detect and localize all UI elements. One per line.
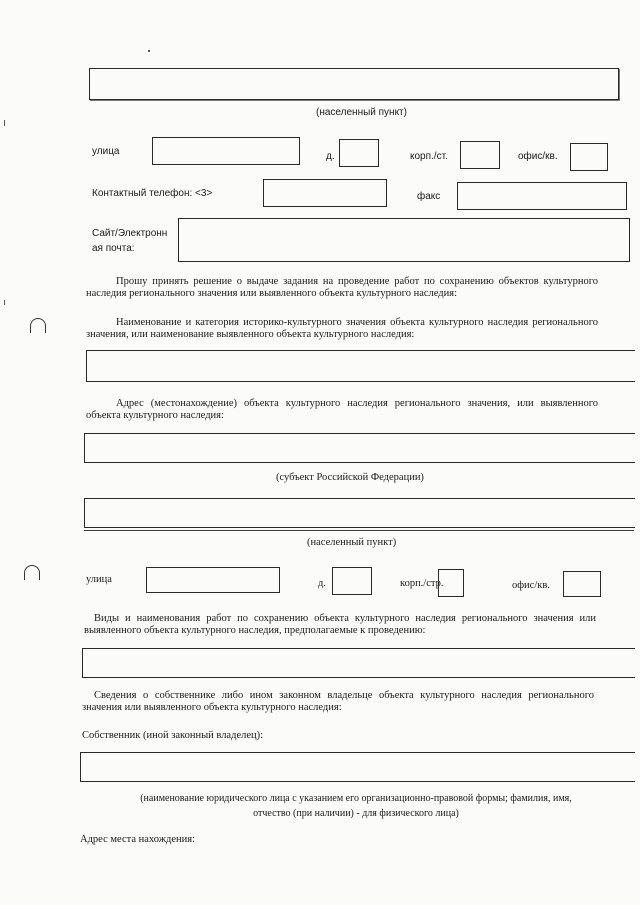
object-name-paragraph: Наименование и категория историко-культурного значения объекта культурного наследия регионального значения, или наименование выявленного объекта культурного наследия: xyxy=(86,317,598,340)
owner-input[interactable] xyxy=(80,752,635,782)
office-input[interactable] xyxy=(570,143,608,171)
margin-tick xyxy=(4,300,5,305)
street-input[interactable] xyxy=(152,137,300,165)
site-email-label-line2: ая почта: xyxy=(92,243,135,254)
phone-input[interactable] xyxy=(263,179,387,207)
phone-label: Контактный телефон: <3> xyxy=(92,188,213,199)
binder-hole-icon xyxy=(24,565,40,580)
owner-caption-line2: отчество (при наличии) - для физического лица) xyxy=(253,808,459,819)
fax-input[interactable] xyxy=(457,182,627,210)
owner-caption xyxy=(80,791,632,821)
object-locality-caption: (населенный пункт) xyxy=(307,537,397,548)
works-paragraph: Виды и наименования работ по сохранению объекта культурного наследия регионального значения или выявленного объекта культурного наследия, предполагаемые к проведению: xyxy=(84,613,596,636)
house-label: д. xyxy=(326,151,335,162)
binder-hole-icon xyxy=(30,318,46,333)
site-email-label xyxy=(92,226,167,256)
building-label: корп./ст. xyxy=(410,151,448,162)
locality-input[interactable] xyxy=(89,68,619,100)
street-label: улица xyxy=(92,146,120,157)
margin-tick xyxy=(4,120,5,126)
object-house-label: д. xyxy=(318,578,326,589)
object-street-label: улица xyxy=(86,574,112,585)
object-building-label: корп./стр. xyxy=(400,578,444,589)
subject-caption: (субъект Российской Федерации) xyxy=(276,472,424,483)
scan-speck xyxy=(148,50,150,52)
works-input[interactable] xyxy=(82,648,635,678)
locality-caption: (населенный пункт) xyxy=(316,107,407,118)
object-office-input[interactable] xyxy=(563,571,601,597)
fax-label: факс xyxy=(417,191,441,202)
object-locality-input[interactable] xyxy=(84,498,635,528)
locality-underline xyxy=(84,530,634,531)
owner-label: Собственник (иной законный владелец): xyxy=(82,730,264,741)
office-label: офис/кв. xyxy=(518,151,558,162)
object-name-input[interactable] xyxy=(86,350,635,382)
object-house-input[interactable] xyxy=(332,567,372,595)
object-address-paragraph: Адрес (местонахождение) объекта культурного наследия регионального значения, или выявленного объекта культурного наследия: xyxy=(86,398,598,421)
owner-caption-line1: (наименование юридического лица с указанием его организационно-правовой формы; фамилия, имя, xyxy=(140,793,572,804)
object-street-input[interactable] xyxy=(146,567,280,593)
object-building-input[interactable] xyxy=(438,569,464,597)
house-input[interactable] xyxy=(339,139,379,167)
site-email-input[interactable] xyxy=(178,218,630,262)
building-input[interactable] xyxy=(460,141,500,169)
owner-info-paragraph: Сведения о собственнике либо ином законном владельце объекта культурного наследия регионального значения или выявленного объекта культурного наследия: xyxy=(82,690,594,713)
location-address-label: Адрес места нахождения: xyxy=(80,834,195,845)
request-paragraph: Прошу принять решение о выдаче задания на проведение работ по сохранению объектов культурного наследия регионального значения или выявленного объекта культурного наследия: xyxy=(86,276,598,299)
object-office-label: офис/кв. xyxy=(512,580,550,591)
site-email-label-line1: Сайт/Электронн xyxy=(92,228,168,239)
subject-input[interactable] xyxy=(84,433,635,463)
